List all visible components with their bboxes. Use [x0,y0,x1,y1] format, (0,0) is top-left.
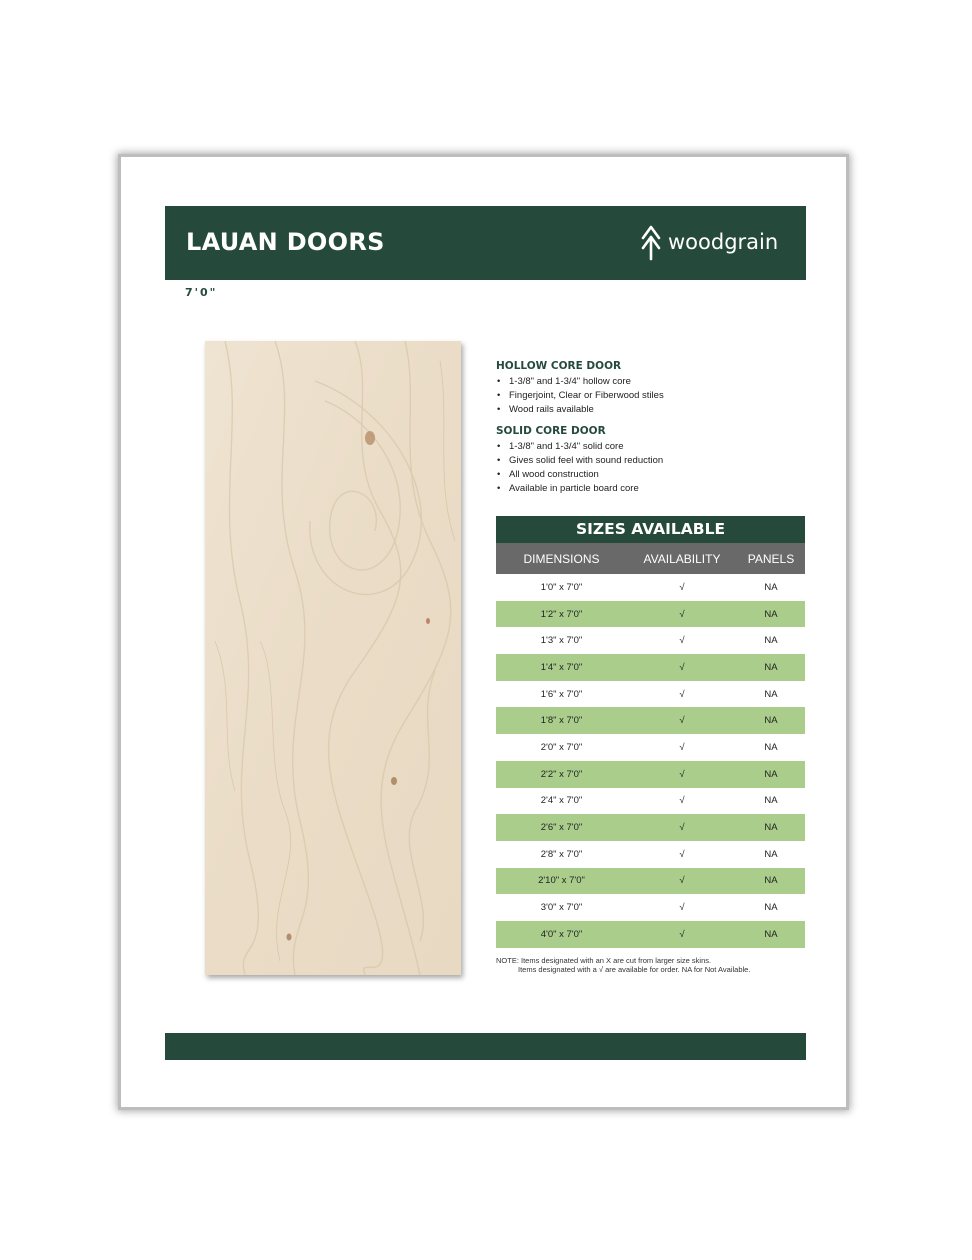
dimension-cell: 1'4" x 7'0" [496,654,627,681]
dimension-cell: 3'0" x 7'0" [540,902,583,914]
availability-cell: √ [679,848,685,860]
solid-core-heading: SOLID CORE DOOR [496,425,606,437]
table-row [496,627,805,654]
lauan-door-panel-image [205,341,461,975]
dimension-cell: 2'10" x 7'0" [496,868,627,895]
list-item: • 1-3/8" and 1-3/4" solid core [496,440,816,454]
dimension-cell: 2'8" x 7'0" [540,848,583,860]
table-row [496,601,805,628]
table-row [496,707,805,734]
dimension-cell: 1'8" x 7'0" [496,707,627,734]
header-banner [165,206,806,280]
panels-cell: NA [737,601,805,628]
list-item: • 1-3/8" and 1-3/4" hollow core [496,375,816,389]
list-item: • Wood rails available [496,403,816,417]
panels-cell: NA [737,761,805,788]
list-item: • Gives solid feel with sound reduction [496,454,816,468]
dimension-cell: 4'0" x 7'0" [496,921,627,948]
footer-bar [165,1033,806,1060]
dimension-cell: 1'6" x 7'0" [540,688,583,700]
solid-core-section [496,425,816,496]
sizes-title: SIZES AVAILABLE [496,516,805,543]
list-item: • Available in particle board core [496,482,816,496]
brand-logo [640,224,790,264]
brand-name: woodgrain [668,230,779,254]
hollow-core-section [496,360,816,417]
panels-cell: NA [737,814,805,841]
tree-logo-icon [640,224,662,262]
panels-cell: NA [764,795,778,807]
availability-cell: √ [679,795,685,807]
availability-cell: √ [627,761,737,788]
table-row [496,761,805,788]
dimension-cell: 1'2" x 7'0" [496,601,627,628]
availability-cell: √ [679,581,685,593]
table-row [496,574,805,601]
hollow-core-heading: HOLLOW CORE DOOR [496,360,622,372]
table-row [496,788,805,815]
availability-cell: √ [679,741,685,753]
panels-cell: NA [737,868,805,895]
table-row [496,734,805,761]
availability-cell: √ [627,814,737,841]
panels-cell: NA [764,635,778,647]
panels-cell: NA [737,707,805,734]
column-header-availability: AVAILABILITY [627,543,737,574]
availability-cell: √ [627,601,737,628]
table-row [496,921,805,948]
dimension-cell: 1'3" x 7'0" [540,635,583,647]
table-row [496,894,805,921]
panels-cell: NA [764,741,778,753]
table-row [496,814,805,841]
table-row [496,681,805,708]
availability-cell: √ [627,654,737,681]
panels-cell: NA [764,848,778,860]
availability-cell: √ [679,635,685,647]
availability-cell: √ [679,688,685,700]
dimension-cell: 2'0" x 7'0" [540,741,583,753]
availability-cell: √ [627,921,737,948]
panels-cell: NA [764,581,778,593]
dimension-cell: 1'0" x 7'0" [540,581,583,593]
column-header-panels: PANELS [737,543,805,574]
dimension-cell: 2'4" x 7'0" [540,795,583,807]
note-line-2: Items designated with a √ are available for order. NA for Not Available. [518,965,751,974]
list-item: • Fingerjoint, Clear or Fiberwood stiles [496,389,816,403]
sizes-table [496,543,805,948]
list-item: • All wood construction [496,468,816,482]
dimension-cell: 2'6" x 7'0" [496,814,627,841]
availability-cell: √ [627,868,737,895]
sizes-table-section [496,516,805,948]
page-title: LAUAN DOORS [186,228,385,256]
availability-cell: √ [627,707,737,734]
column-header-dimensions: DIMENSIONS [496,543,627,574]
table-row [496,841,805,868]
feature-list [496,360,816,504]
door-height-label: 7'0" [185,286,218,299]
panels-cell: NA [737,654,805,681]
dimension-cell: 2'2" x 7'0" [496,761,627,788]
panels-cell: NA [764,902,778,914]
panels-cell: NA [737,921,805,948]
panels-cell: NA [764,688,778,700]
availability-cell: √ [679,902,685,914]
table-row [496,654,805,681]
note-line-1: NOTE: Items designated with an X are cut from larger size skins. [496,956,712,965]
table-row [496,868,805,895]
table-note [496,956,826,974]
